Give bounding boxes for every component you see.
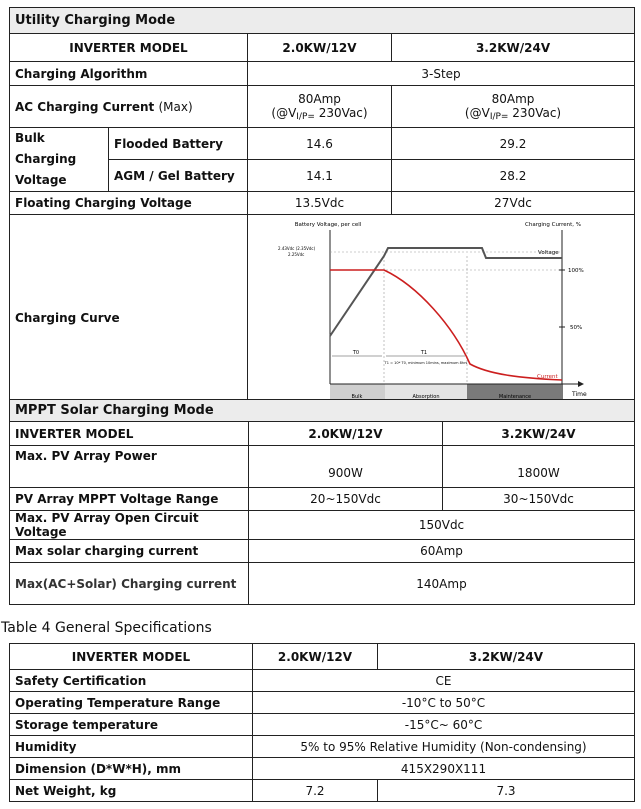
solar-charging-current-label: Max solar charging current [10,540,249,563]
flooded-value-b: 29.2 [392,128,635,160]
floating-value-b: 27Vdc [392,192,635,215]
safety-cert-label: Safety Certification [10,670,253,692]
ac-solar-charging-value: 140Amp [249,563,635,605]
mppt-model-header: INVERTER MODEL [10,422,249,446]
pv-power-b: 1800W [443,446,635,488]
mppt-voltage-range-label: PV Array MPPT Voltage Range [10,488,249,511]
ac-a-condition: ($@V_{I/P=}$ 230Vac) [271,105,368,122]
pct-50-label: 50% [570,324,583,331]
dimension-value: 415X290X111 [253,758,635,780]
utility-section-title: Utility Charging Mode [10,8,635,34]
dimension-label: Dimension (D*W*H), mm [10,758,253,780]
humidity-value: 5% to 95% Relative Humidity (Non-condensing) [253,736,635,758]
charging-algorithm-label: Charging Algorithm [10,62,248,86]
specs-model-b: 3.2KW/24V [378,644,635,670]
flooded-value-a: 14.6 [248,128,392,160]
mppt-model-b: 3.2KW/24V [443,422,635,446]
specs-model-a: 2.0KW/12V [253,644,378,670]
ac-b-amp: 80Amp [491,91,535,106]
t0-label: T0 [352,349,360,356]
ac-a-amp: 80Amp [298,91,341,106]
table-4-caption: Table 4 General Specifications [1,620,212,636]
mppt-charging-table [9,399,635,605]
storage-temp-value: -15°C~ 60°C [253,714,635,736]
pv-open-circuit-value: 150Vdc [249,511,635,540]
charging-curve-diagram [248,216,634,421]
pv-array-power-label: Max. PV Array Power [10,446,249,488]
net-weight-a: 7.2 [253,780,378,802]
net-weight-b: 7.3 [378,780,635,802]
operating-temp-label: Operating Temperature Range [10,692,253,714]
safety-cert-value: CE [253,670,635,692]
ac-current-a [248,86,392,128]
agm-value-b: 28.2 [392,160,635,192]
ac-label-suffix: (Max) [158,99,193,114]
net-weight-label: Net Weight, kg [10,780,253,802]
mppt-range-a: 20~150Vdc [249,488,443,511]
agm-value-a: 14.1 [248,160,392,192]
pv-open-circuit-label: Max. PV Array Open Circuit Voltage [10,511,249,540]
utility-model-b: 3.2KW/24V [392,34,635,62]
y2-axis-title: Charging Current, % [525,221,581,228]
charging-curve-cell [248,215,635,422]
x-axis-arrow [578,381,584,387]
pv-power-a: 900W [249,446,443,488]
specs-model-header: INVERTER MODEL [10,644,253,670]
absorption-phase-label: Absorption [412,393,440,400]
ac-b-condition: ($@V_{I/P=}$ 230Vac) [464,105,562,122]
pct-100-label: 100% [568,267,584,274]
charging-curve-label: Charging Curve [10,215,248,422]
mppt-section-title: MPPT Solar Charging Mode [10,400,635,422]
humidity-label: Humidity [10,736,253,758]
t1-note: T1 = 10* T0, minimum 10mins, maximum 8hrs [384,360,468,365]
agm-gel-battery-label: AGM / Gel Battery [109,160,248,192]
t1-label: T1 [420,349,428,356]
flooded-battery-label: Flooded Battery [109,128,248,160]
voltage-level-label-1: 2.43Vdc (2.35Vdc) [278,245,316,251]
voltage-series-label: Voltage [538,249,559,256]
charging-algorithm-value: 3-Step [248,62,635,86]
solar-charging-current-value: 60Amp [249,540,635,563]
voltage-level-label-2: 2.25Vdc [288,251,305,257]
utility-model-header: INVERTER MODEL [10,34,248,62]
storage-temp-label: Storage temperature [10,714,253,736]
maintenance-phase-label: Maintenance [498,393,532,400]
ac-label-text: AC Charging Current [15,99,155,114]
utility-model-a: 2.0KW/12V [248,34,392,62]
general-specs-table [9,643,635,802]
current-series-label: Current [537,373,558,380]
y-axis-title: Battery Voltage, per cell [294,221,362,228]
ac-current-b [392,86,635,128]
time-axis-label: Time [572,390,587,398]
floating-value-a: 13.5Vdc [248,192,392,215]
bulk-phase-label: Bulk [351,393,363,400]
operating-temp-value: -10°C to 50°C [253,692,635,714]
mppt-model-a: 2.0KW/12V [249,422,443,446]
mppt-range-b: 30~150Vdc [443,488,635,511]
ac-charging-current-label [10,86,248,128]
floating-voltage-label: Floating Charging Voltage [10,192,248,215]
utility-charging-table [9,7,635,422]
bulk-charging-voltage-label: Bulk Charging Voltage [10,128,109,192]
ac-solar-charging-label: Max(AC+Solar) Charging current [10,563,249,605]
